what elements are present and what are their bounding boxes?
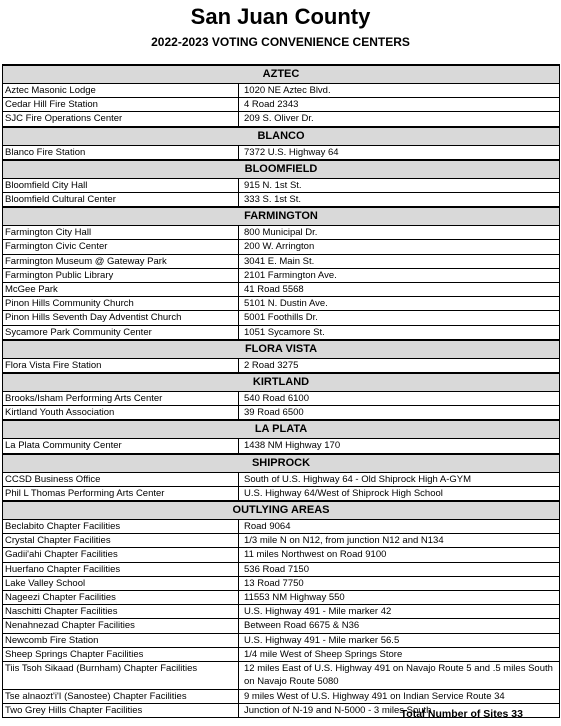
section-header: BLOOMFIELD bbox=[3, 160, 560, 179]
site-name: Bloomfield City Hall bbox=[3, 178, 239, 192]
site-name: Nageezi Chapter Facilities bbox=[3, 591, 239, 605]
site-address: 5101 N. Dustin Ave. bbox=[239, 297, 560, 311]
site-address: 41 Road 5568 bbox=[239, 283, 560, 297]
site-row bbox=[3, 311, 560, 325]
site-name: CCSD Business Office bbox=[3, 472, 239, 486]
site-row bbox=[3, 534, 560, 548]
site-name: Lake Valley School bbox=[3, 576, 239, 590]
site-name: Tse alnaozt'i'I (Sanostee) Chapter Facilities bbox=[3, 689, 239, 703]
section-header: BLANCO bbox=[3, 127, 560, 146]
site-name: Naschitti Chapter Facilities bbox=[3, 605, 239, 619]
site-address: 2 Road 3275 bbox=[239, 358, 560, 373]
site-address: U.S. Highway 64/West of Shiprock High School bbox=[239, 486, 560, 501]
site-address: 3041 E. Main St. bbox=[239, 254, 560, 268]
site-row bbox=[3, 619, 560, 633]
site-address: 39 Road 6500 bbox=[239, 406, 560, 421]
site-row bbox=[3, 226, 560, 240]
site-name: Farmington Museum @ Gateway Park bbox=[3, 254, 239, 268]
voting-centers-body bbox=[3, 65, 560, 717]
site-name: Sycamore Park Community Center bbox=[3, 325, 239, 340]
section-header: AZTEC bbox=[3, 65, 560, 84]
site-name: Beclabito Chapter Facilities bbox=[3, 520, 239, 534]
site-name: Sheep Springs Chapter Facilities bbox=[3, 647, 239, 661]
site-name: McGee Park bbox=[3, 283, 239, 297]
site-name: Tiis Tsoh Sikaad (Burnham) Chapter Facilities bbox=[3, 662, 239, 689]
site-address: 12 miles East of U.S. Highway 491 on Navajo Route 5 and .5 miles South on Navajo Route 5080 bbox=[239, 662, 560, 689]
site-address: 536 Road 7150 bbox=[239, 562, 560, 576]
section-header: FARMINGTON bbox=[3, 207, 560, 226]
site-address: 209 S. Oliver Dr. bbox=[239, 112, 560, 127]
site-address: Road 9064 bbox=[239, 520, 560, 534]
site-row bbox=[3, 358, 560, 373]
site-row bbox=[3, 178, 560, 192]
site-address: 2101 Farmington Ave. bbox=[239, 268, 560, 282]
site-row bbox=[3, 112, 560, 127]
site-row bbox=[3, 472, 560, 486]
site-row bbox=[3, 325, 560, 340]
section-header-row bbox=[3, 65, 560, 84]
site-name: Gadii'ahi Chapter Facilities bbox=[3, 548, 239, 562]
section-header-row bbox=[3, 454, 560, 473]
site-row bbox=[3, 84, 560, 98]
site-address: U.S. Highway 491 - Mile marker 42 bbox=[239, 605, 560, 619]
section-header-row bbox=[3, 127, 560, 146]
section-header: KIRTLAND bbox=[3, 373, 560, 392]
site-row bbox=[3, 406, 560, 421]
site-address: 200 W. Arrington bbox=[239, 240, 560, 254]
site-name: Pinon Hills Seventh Day Adventist Church bbox=[3, 311, 239, 325]
site-name: SJC Fire Operations Center bbox=[3, 112, 239, 127]
site-address: 1020 NE Aztec Blvd. bbox=[239, 84, 560, 98]
section-header: SHIPROCK bbox=[3, 454, 560, 473]
site-name: Farmington Public Library bbox=[3, 268, 239, 282]
site-name: Farmington Civic Center bbox=[3, 240, 239, 254]
site-row bbox=[3, 562, 560, 576]
site-name: Blanco Fire Station bbox=[3, 145, 239, 160]
site-name: Two Grey Hills Chapter Facilities bbox=[3, 703, 239, 717]
section-header-row bbox=[3, 207, 560, 226]
site-address: 1051 Sycamore St. bbox=[239, 325, 560, 340]
site-name: Farmington City Hall bbox=[3, 226, 239, 240]
site-address: 800 Municipal Dr. bbox=[239, 226, 560, 240]
site-row bbox=[3, 633, 560, 647]
site-address: 1/3 mile N on N12, from junction N12 and N134 bbox=[239, 534, 560, 548]
site-row bbox=[3, 591, 560, 605]
site-row bbox=[3, 605, 560, 619]
site-row bbox=[3, 283, 560, 297]
site-row bbox=[3, 520, 560, 534]
site-name: Bloomfield Cultural Center bbox=[3, 193, 239, 208]
site-row bbox=[3, 145, 560, 160]
site-row bbox=[3, 486, 560, 501]
site-name: Huerfano Chapter Facilities bbox=[3, 562, 239, 576]
site-address: 9 miles West of U.S. Highway 491 on Indian Service Route 34 bbox=[239, 689, 560, 703]
site-row bbox=[3, 193, 560, 208]
site-row bbox=[3, 392, 560, 406]
site-address: 4 Road 2343 bbox=[239, 98, 560, 112]
section-header-row bbox=[3, 373, 560, 392]
site-address: Between Road 6675 & N36 bbox=[239, 619, 560, 633]
site-row bbox=[3, 268, 560, 282]
site-address: 11 miles Northwest on Road 9100 bbox=[239, 548, 560, 562]
site-row bbox=[3, 647, 560, 661]
total-sites: Total Number of Sites 33 bbox=[400, 708, 523, 720]
site-name: Kirtland Youth Association bbox=[3, 406, 239, 421]
site-name: Nenahnezad Chapter Facilities bbox=[3, 619, 239, 633]
site-address: 915 N. 1st St. bbox=[239, 178, 560, 192]
site-address: U.S. Highway 491 - Mile marker 56.5 bbox=[239, 633, 560, 647]
site-name: Cedar Hill Fire Station bbox=[3, 98, 239, 112]
site-name: Pinon Hills Community Church bbox=[3, 297, 239, 311]
section-header-row bbox=[3, 160, 560, 179]
site-name: Newcomb Fire Station bbox=[3, 633, 239, 647]
site-row bbox=[3, 689, 560, 703]
voting-centers-table-wrap bbox=[2, 64, 559, 718]
site-name: Brooks/Isham Performing Arts Center bbox=[3, 392, 239, 406]
site-address: 540 Road 6100 bbox=[239, 392, 560, 406]
site-row bbox=[3, 576, 560, 590]
site-row bbox=[3, 548, 560, 562]
site-address: South of U.S. Highway 64 - Old Shiprock High A-GYM bbox=[239, 472, 560, 486]
site-address: 1438 NM Highway 170 bbox=[239, 439, 560, 454]
section-header-row bbox=[3, 420, 560, 439]
site-address: 7372 U.S. Highway 64 bbox=[239, 145, 560, 160]
site-name: Flora Vista Fire Station bbox=[3, 358, 239, 373]
page-subtitle: 2022-2023 VOTING CONVENIENCE CENTERS bbox=[151, 35, 410, 49]
site-address: 333 S. 1st St. bbox=[239, 193, 560, 208]
section-header-row bbox=[3, 501, 560, 520]
section-header: FLORA VISTA bbox=[3, 340, 560, 359]
site-name: Crystal Chapter Facilities bbox=[3, 534, 239, 548]
page-title: San Juan County bbox=[190, 4, 371, 29]
site-row bbox=[3, 254, 560, 268]
section-header-row bbox=[3, 340, 560, 359]
site-address: 13 Road 7750 bbox=[239, 576, 560, 590]
site-address: 5001 Foothills Dr. bbox=[239, 311, 560, 325]
site-row bbox=[3, 297, 560, 311]
site-address: 11553 NM Highway 550 bbox=[239, 591, 560, 605]
site-name: La Plata Community Center bbox=[3, 439, 239, 454]
site-name: Phil L Thomas Performing Arts Center bbox=[3, 486, 239, 501]
site-address: 1/4 mile West of Sheep Springs Store bbox=[239, 647, 560, 661]
site-address: Junction of N-19 and N-5000 - 3 miles South bbox=[239, 703, 560, 717]
section-header: OUTLYING AREAS bbox=[3, 501, 560, 520]
voting-centers-table bbox=[2, 64, 560, 718]
site-row bbox=[3, 439, 560, 454]
site-name: Aztec Masonic Lodge bbox=[3, 84, 239, 98]
site-row bbox=[3, 662, 560, 689]
section-header: LA PLATA bbox=[3, 420, 560, 439]
site-row bbox=[3, 98, 560, 112]
site-row bbox=[3, 240, 560, 254]
